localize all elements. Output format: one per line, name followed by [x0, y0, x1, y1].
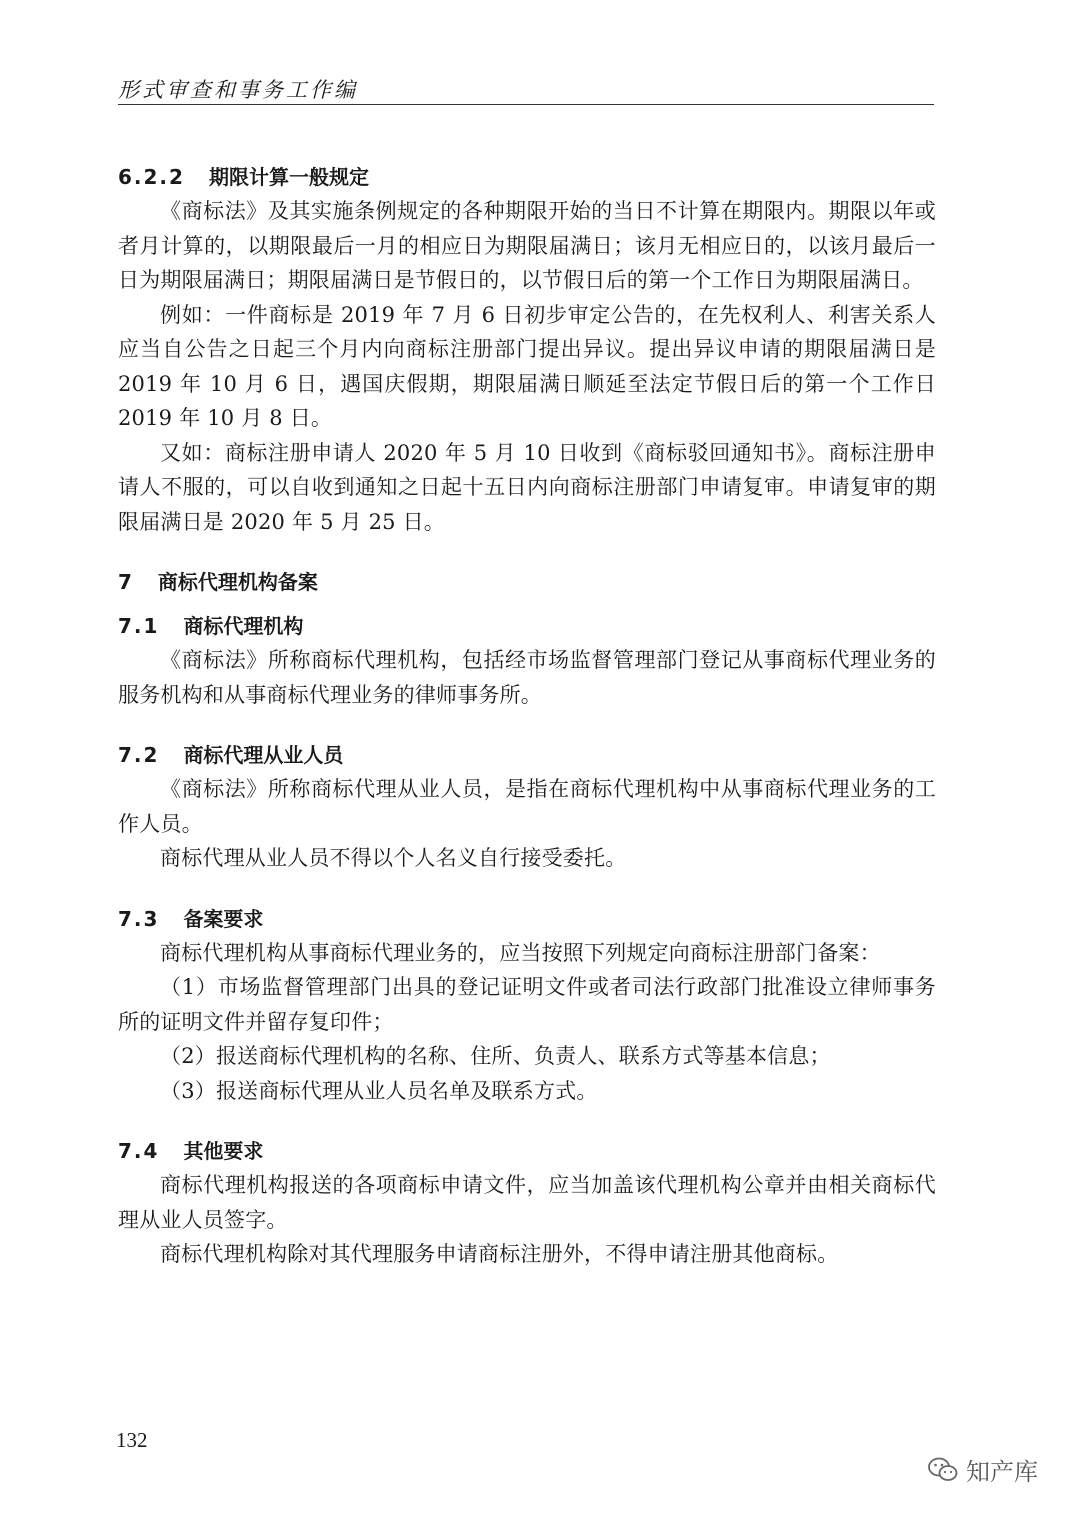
paragraph: 《商标法》及其实施条例规定的各种期限开始的当日不计算在期限内。期限以年或者月计算的，以期限最后一月的相应日为期限届满日；该月无相应日的，以该月最后一日为期限届满日；期限届满日是节假日的，以节假日后的第一个工作日为期限届满日。 [118, 199, 936, 292]
watermark-text: 知产库 [966, 1458, 1038, 1486]
section-heading [118, 565, 936, 599]
section-title: 期限计算一般规定 [208, 165, 369, 189]
list-item: （3）报送商标代理从业人员名单及联系方式。 [160, 1078, 598, 1103]
list-item: （1）市场监督管理部门出具的登记证明文件或者司法行政部门批准设立律师事务所的证明文件并留存复印件； [118, 975, 936, 1034]
section-6-2-2 [118, 160, 936, 539]
section-title: 商标代理机构备案 [157, 570, 318, 594]
section-heading [118, 160, 936, 194]
section-title: 商标代理机构 [183, 614, 304, 638]
section-heading [118, 738, 936, 772]
page-body [118, 160, 936, 1272]
paragraph: 例如：一件商标是 2019 年 7 月 6 日初步审定公告的，在先权利人、利害关系人应当自公告之日起三个月内向商标注册部门提出异议。提出异议申请的期限届满日是 2019 年 10 月 6 日，遇国庆假期，期限届满日顺延至法定节假日后的第一个工作日 2019 年 10 月 8 日。 [118, 302, 936, 430]
paragraph: 又如：商标注册申请人 2020 年 5 月 10 日收到《商标驳回通知书》。商标注册申请人不服的，可以自收到通知之日起十五日内向商标注册部门申请复审。申请复审的期限届满日是 2020 年 5 月 25 日。 [118, 440, 936, 534]
paragraph: 商标代理机构除对其代理服务申请商标注册外，不得申请注册其他商标。 [160, 1242, 839, 1266]
section-heading [118, 1134, 936, 1168]
section-7-4 [118, 1134, 936, 1272]
section-title: 其他要求 [183, 1139, 264, 1163]
page-number: 132 [116, 1428, 148, 1452]
section-number: 7.2 [118, 743, 160, 767]
list-item: （2）报送商标代理机构的名称、住所、负责人、联系方式等基本信息； [160, 1044, 831, 1068]
paragraph: 《商标法》所称商标代理机构，包括经市场监督管理部门登记从事商标代理业务的服务机构和从事商标代理业务的律师事务所。 [118, 648, 936, 707]
paragraph: 商标代理机构报送的各项商标申请文件，应当加盖该代理机构公章并由相关商标代理从业人员签字。 [118, 1173, 936, 1232]
section-title: 备案要求 [183, 906, 264, 931]
section-7 [118, 565, 936, 599]
section-7-1 [118, 609, 936, 712]
section-number: 7.4 [118, 1139, 160, 1163]
section-7-3 [118, 902, 936, 1109]
paragraph: 商标代理机构从事商标代理业务的，应当按照下列规定向商标注册部门备案： [160, 940, 881, 965]
paragraph: 商标代理从业人员不得以个人名义自行接受委托。 [160, 846, 627, 870]
section-number: 7.1 [118, 614, 160, 638]
running-head: 形式审查和事务工作编 [118, 78, 358, 102]
section-number: 6.2.2 [118, 165, 185, 189]
watermark [928, 1452, 1038, 1487]
paragraph: 《商标法》所称商标代理从业人员，是指在商标代理机构中从事商标代理业务的工作人员。 [118, 777, 936, 836]
header-rule [118, 104, 934, 105]
section-heading [118, 609, 936, 643]
section-heading [118, 902, 936, 936]
section-number: 7 [118, 570, 134, 594]
section-title: 商标代理从业人员 [183, 743, 344, 767]
section-number: 7.3 [118, 906, 160, 931]
section-7-2 [118, 738, 936, 876]
wechat-icon [928, 1457, 958, 1483]
